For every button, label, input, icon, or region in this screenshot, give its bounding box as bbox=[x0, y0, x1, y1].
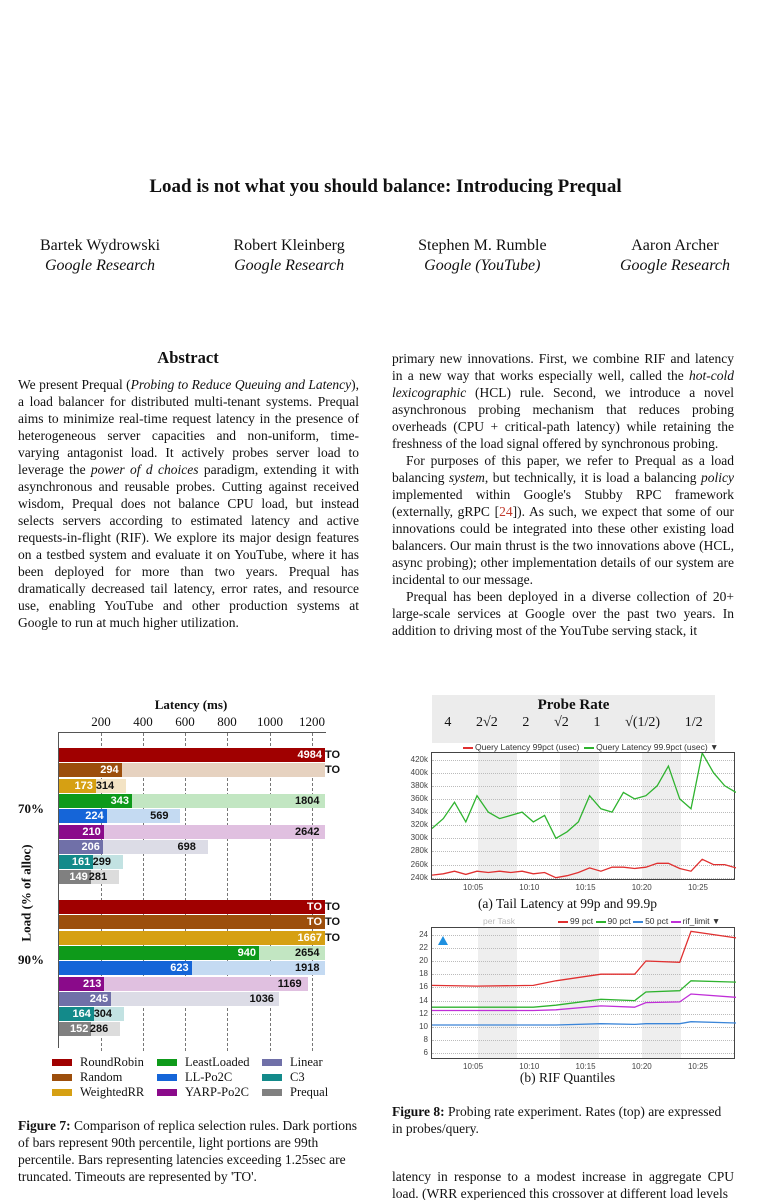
y-tick: 20 bbox=[419, 956, 428, 965]
bar-p99-label: 2654 bbox=[295, 946, 320, 959]
y-tick: 320k bbox=[410, 820, 428, 830]
bar-p90: TO bbox=[59, 900, 325, 914]
x-tick: 10:20 bbox=[631, 883, 652, 892]
bar-p90: 1667 bbox=[59, 931, 325, 945]
paragraph bbox=[392, 350, 734, 452]
legend-swatch bbox=[157, 1059, 177, 1066]
legend-label: 90 pct bbox=[607, 916, 631, 926]
probe-rate-header bbox=[432, 695, 715, 743]
caption-text: Comparison of replica selection rules. Dark portions of bars represent 90th percentile, light portions are 99th percentile. Bars representing latencies exceeding 1.25sec are truncated. Timeouts are represented by 'TO'. bbox=[18, 1118, 358, 1184]
figure-7-caption bbox=[18, 1117, 360, 1185]
bar-p90: 213 bbox=[59, 977, 104, 991]
legend-swatch bbox=[671, 921, 681, 923]
timeout-label: TO bbox=[325, 901, 341, 913]
y-tick: 12 bbox=[419, 1008, 428, 1018]
x-tick: 10:15 bbox=[575, 883, 596, 892]
intro-text bbox=[392, 350, 734, 647]
author-name: Aaron Archer bbox=[631, 237, 719, 254]
legend-swatch bbox=[633, 921, 643, 923]
legend-label: Query Latency 99.9pct (usec) bbox=[596, 742, 708, 752]
text-segment: primary new innovations. First, we combine RIF and latency in a new way that works especially well, called the bbox=[392, 351, 734, 383]
legend-label: RoundRobin bbox=[80, 1055, 144, 1069]
abstract-emphasis: power of d choices bbox=[90, 462, 199, 477]
legend-swatch bbox=[262, 1074, 282, 1081]
y-tick: 14 bbox=[419, 995, 428, 1005]
legend-swatch bbox=[262, 1089, 282, 1096]
x-tick: 200 bbox=[91, 714, 111, 729]
y-tick: 420k bbox=[410, 754, 428, 764]
author-affiliation: Google (YouTube) bbox=[424, 257, 541, 274]
legend-label: YARP-Po2C bbox=[185, 1085, 249, 1099]
caption-text: Probing rate experiment. Rates (top) are expressed in probes/query. bbox=[392, 1104, 722, 1136]
timeout-label: TO bbox=[325, 764, 341, 777]
probe-rate-value: √(1/2) bbox=[625, 715, 661, 730]
legend-swatch bbox=[52, 1074, 72, 1081]
bar-p90: 173 bbox=[59, 779, 96, 793]
legend-swatch bbox=[262, 1059, 282, 1066]
abstract-heading: Abstract bbox=[157, 348, 219, 367]
emphasis: hot-cold lexicographic bbox=[392, 368, 734, 400]
bar-p99-label: 1036 bbox=[249, 992, 274, 1005]
legend-label: 50 pct bbox=[645, 916, 669, 926]
x-tick: 10:20 bbox=[631, 1062, 652, 1071]
probe-rate-value: 4 bbox=[444, 715, 452, 730]
author-affiliation: Google Research bbox=[619, 257, 730, 274]
probe-rate-value: 2√2 bbox=[476, 715, 498, 730]
y-tick: 260k bbox=[410, 859, 428, 869]
timeout-label: TO bbox=[325, 749, 341, 761]
chart-legend bbox=[52, 1055, 342, 1099]
bar-p90: 343 bbox=[59, 794, 132, 808]
bar-p90: 149 bbox=[59, 870, 91, 884]
abstract-text-segment: ), a load balancer for distributed multi-tenant systems. Prequal aims to minimize real-time request latency in the presence of heterogeneous server capacities and non-uniform, time-varying antagonist load. It actively probes server load to leverage the bbox=[18, 377, 359, 477]
y-tick: 400k bbox=[410, 767, 428, 777]
bar-p99-label: 1804 bbox=[295, 794, 320, 807]
plot-area bbox=[419, 927, 735, 1071]
y-tick: 360k bbox=[410, 793, 428, 803]
y-tick: 24 bbox=[419, 929, 428, 939]
legend-label: WeightedRR bbox=[80, 1085, 145, 1099]
paragraph: Prequal has been deployed in a diverse collection of 20+ large-scale services at Google over the past two years. In addition to driving most of the YouTube serving stack, it bbox=[392, 589, 734, 638]
author-affiliation: Google Research bbox=[234, 257, 345, 274]
x-tick: 1000 bbox=[257, 714, 283, 729]
legend-menu-icon[interactable]: ▼ bbox=[710, 742, 719, 752]
x-tick: 10:25 bbox=[687, 883, 709, 892]
figure-8b-rif-chart bbox=[395, 914, 740, 1069]
legend-menu-icon[interactable]: ▼ bbox=[711, 916, 721, 926]
legend-label: C3 bbox=[290, 1070, 305, 1084]
y-tick: 22 bbox=[419, 942, 428, 952]
author-name: Stephen M. Rumble bbox=[418, 237, 547, 254]
author bbox=[620, 236, 730, 276]
text-segment: ]). As such, we expect that some of our innovations could be integrated into these other existing load balancers. Our main thrust is the two innovations above (HCL, async probing); other implementation details of our system are incidental to our message. bbox=[392, 504, 734, 587]
legend-label: Random bbox=[80, 1070, 123, 1084]
y-tick: 16 bbox=[419, 982, 428, 992]
legend-label: Prequal bbox=[290, 1085, 329, 1099]
bar-p90: 245 bbox=[59, 992, 111, 1006]
abstract-text-segment: paradigm, extending it with asynchronous and reusable probes. Cutting against received wisdom, Prequal does not balance CPU load, but instead selects servers according to estimated latency and active requests-in-flight (RIF). We explore its major design features on a testbed system and evaluate it on YouTube, where it has been deployed for more than two years. Prequal has dramatically decreased tail latency, error rates, and resource use, enabling YouTube and other production systems at Google to run at much higher utilization. bbox=[18, 462, 360, 630]
bar-p99-label: 569 bbox=[150, 810, 169, 823]
group-label-90: 90% bbox=[18, 952, 44, 967]
x-tick: 10:15 bbox=[575, 1062, 596, 1071]
author-name: Bartek Wydrowski bbox=[40, 237, 161, 254]
plot-area bbox=[410, 752, 735, 892]
bar-p90: 206 bbox=[59, 840, 103, 854]
bar-p99-label: 299 bbox=[92, 856, 111, 869]
bar-p90: 224 bbox=[59, 809, 107, 823]
bar-p90: 152 bbox=[59, 1022, 91, 1036]
legend-swatch bbox=[463, 747, 473, 749]
warning-icon[interactable] bbox=[438, 936, 448, 945]
y-tick: 8 bbox=[423, 1035, 428, 1045]
legend-label: rif_limit bbox=[682, 916, 710, 926]
legend-item bbox=[157, 1055, 262, 1069]
group-label-70: 70% bbox=[18, 801, 44, 816]
x-tick: 1200 bbox=[299, 714, 325, 729]
x-tick: 10:10 bbox=[519, 1062, 540, 1071]
citation-link[interactable]: 24 bbox=[499, 504, 513, 519]
y-tick: 300k bbox=[410, 833, 428, 843]
abstract-text-segment: We present Prequal ( bbox=[18, 377, 131, 392]
bar-p99-label: 304 bbox=[93, 1008, 113, 1021]
abstract-emphasis: Probing to Reduce Queuing and Latency bbox=[130, 377, 352, 392]
probe-rate-title: Probe Rate bbox=[537, 697, 610, 713]
figure-8b-caption: (b) RIF Quantiles bbox=[519, 1070, 616, 1085]
abstract-text bbox=[18, 376, 359, 631]
timeout-label: TO bbox=[325, 916, 341, 929]
author bbox=[233, 236, 344, 276]
bar-p90: 164 bbox=[59, 1007, 94, 1021]
chart-legend bbox=[558, 916, 720, 926]
timeout-label: TO bbox=[325, 931, 341, 944]
emphasis: system bbox=[448, 470, 485, 485]
line-series bbox=[432, 753, 736, 881]
figure-7-bar-chart bbox=[0, 695, 380, 1105]
caption-label: Figure 7: bbox=[18, 1118, 71, 1133]
probe-rate-value: 1/2 bbox=[684, 715, 703, 730]
x-axis-line bbox=[58, 732, 326, 733]
text-segment: implemented within Google's Stubby RPC framework (externally, gRPC [ bbox=[392, 487, 734, 519]
y-tick: 18 bbox=[419, 969, 428, 979]
chart-legend bbox=[463, 742, 718, 752]
probe-rate-values bbox=[432, 715, 715, 731]
legend-swatch bbox=[52, 1059, 72, 1066]
y-tick: 280k bbox=[410, 846, 428, 856]
legend-item bbox=[262, 1070, 342, 1084]
bar-p90: 161 bbox=[59, 855, 93, 869]
legend-item bbox=[52, 1055, 157, 1069]
legend-item bbox=[52, 1085, 157, 1099]
author-affiliation: Google Research bbox=[45, 257, 156, 274]
author bbox=[40, 236, 160, 276]
legend-item bbox=[157, 1070, 262, 1084]
probe-rate-value: √2 bbox=[554, 715, 569, 730]
legend-swatch bbox=[584, 747, 594, 749]
legend-item bbox=[262, 1085, 342, 1099]
x-axis-title: Latency (ms) bbox=[154, 697, 228, 712]
legend-item bbox=[157, 1085, 262, 1099]
text-segment: (HCL) rule. Second, we introduce a novel asynchronous probing mechanism that reduces probing overheads (CPU + critical-path latency) while retaining the freshness of the load signal offered by synchronous probing. bbox=[392, 385, 734, 451]
x-tick: 10:05 bbox=[463, 1062, 484, 1071]
x-tick: 800 bbox=[217, 714, 237, 729]
y-tick: 340k bbox=[410, 807, 428, 817]
legend-label: LeastLoaded bbox=[185, 1055, 250, 1069]
bar-p99-label: 2642 bbox=[295, 825, 320, 838]
x-tick: 400 bbox=[133, 714, 153, 729]
legend-hint: per Task bbox=[483, 916, 515, 926]
probe-rate-value: 1 bbox=[593, 715, 601, 730]
line-series bbox=[432, 928, 736, 1060]
bar-p99-label: 286 bbox=[89, 1023, 109, 1036]
x-tick: 10:25 bbox=[687, 1062, 709, 1071]
text-segment: For purposes of this paper, we refer to Prequal as a load balancing bbox=[392, 453, 734, 485]
y-tick: 6 bbox=[423, 1048, 428, 1058]
bar-p90: 940 bbox=[59, 946, 259, 960]
emphasis: policy bbox=[701, 470, 734, 485]
y-tick: 380k bbox=[410, 780, 428, 790]
legend-swatch bbox=[157, 1074, 177, 1081]
figure-8a-latency-chart bbox=[395, 740, 740, 900]
legend-swatch bbox=[157, 1089, 177, 1096]
legend-item bbox=[52, 1070, 157, 1084]
x-tick: 10:05 bbox=[463, 883, 484, 892]
bar-p99-label: 314 bbox=[95, 779, 115, 792]
y-tick: 240k bbox=[410, 872, 428, 882]
x-tick: 10:10 bbox=[519, 883, 540, 892]
bar-p90: 623 bbox=[59, 961, 192, 975]
bar-p99-label: 1918 bbox=[295, 962, 320, 975]
x-tick: 600 bbox=[175, 714, 195, 729]
legend-swatch bbox=[558, 921, 568, 923]
bar-p90: TO bbox=[59, 915, 325, 929]
author bbox=[418, 236, 546, 276]
legend-label: Query Latency 99pct (usec) bbox=[475, 742, 580, 752]
legend-label: 99 pct bbox=[570, 916, 594, 926]
legend-label: LL-Po2C bbox=[185, 1070, 233, 1084]
y-axis-title: Load (% of alloc) bbox=[18, 844, 34, 942]
bar-p90: 294 bbox=[59, 763, 122, 777]
author-list bbox=[40, 236, 730, 276]
bar-p99-label: 698 bbox=[177, 840, 196, 853]
author-name: Robert Kleinberg bbox=[233, 237, 345, 254]
figure-8a-caption: (a) Tail Latency at 99p and 99.9p bbox=[477, 896, 658, 911]
paragraph bbox=[392, 452, 734, 588]
bar-p99-label: 1169 bbox=[277, 977, 302, 990]
probe-rate-value: 2 bbox=[522, 715, 530, 730]
body-text-continuation: latency in response to a modest increase in aggregate CPU load. (WRR experienced this crossover at different load levels bbox=[392, 1169, 734, 1200]
legend-label: Linear bbox=[290, 1055, 323, 1069]
y-tick: 10 bbox=[419, 1022, 428, 1031]
bar-p99-label: 281 bbox=[88, 871, 108, 884]
legend-swatch bbox=[596, 921, 606, 923]
bar-p90: 210 bbox=[59, 825, 104, 839]
figure-8-caption bbox=[392, 1103, 734, 1137]
legend-swatch bbox=[52, 1089, 72, 1096]
text-segment: , but technically, it is load a balancing bbox=[484, 470, 701, 485]
legend-item bbox=[262, 1055, 342, 1069]
bar-p90: 4984 bbox=[59, 748, 325, 762]
paper-title: Load is not what you should balance: Introducing Prequal bbox=[149, 176, 622, 197]
caption-label: Figure 8: bbox=[392, 1104, 445, 1119]
gridline bbox=[312, 733, 313, 1051]
